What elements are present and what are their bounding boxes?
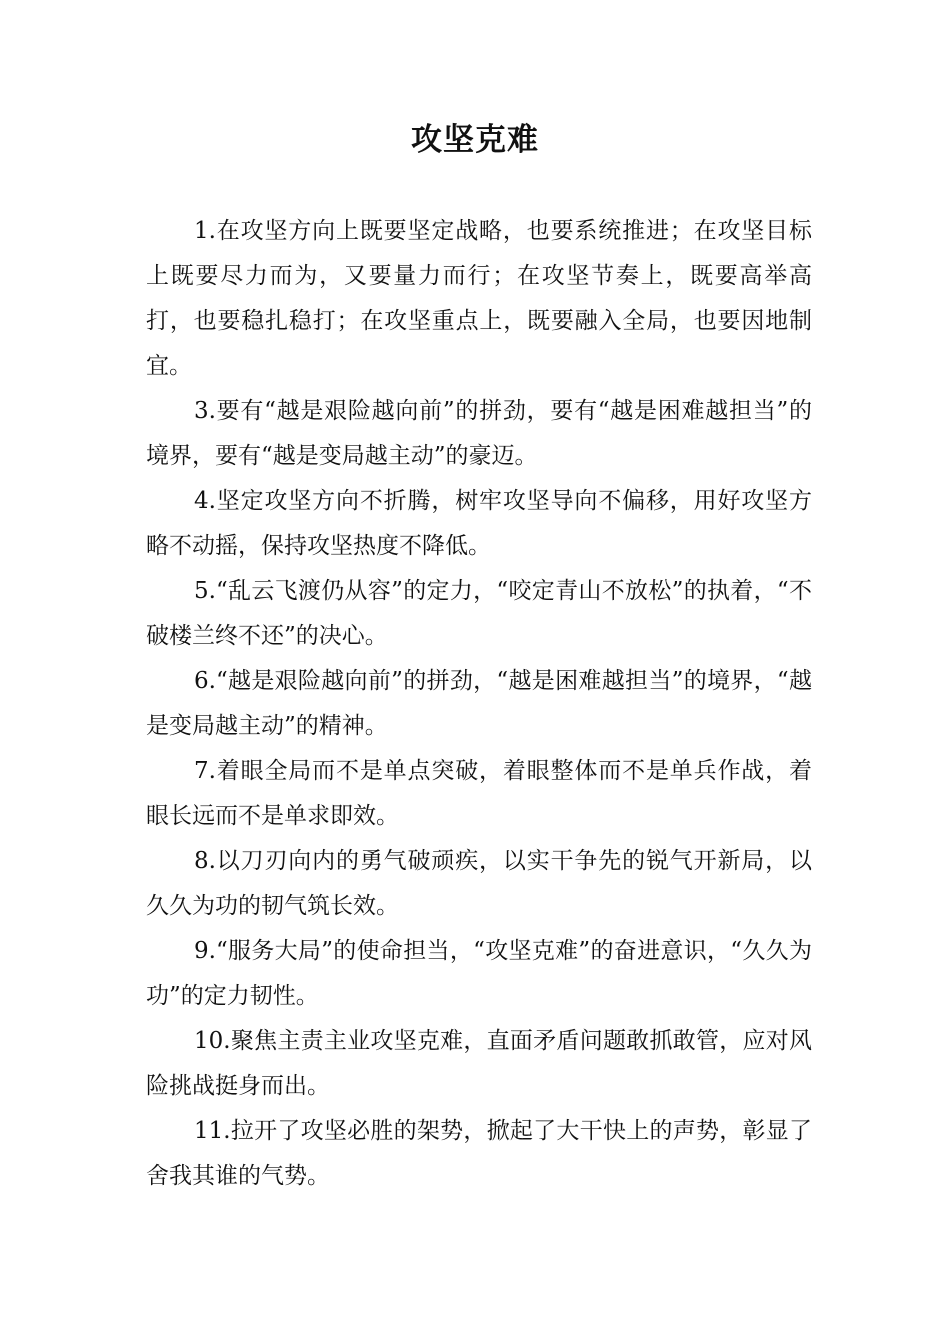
document-body [146, 209, 812, 1199]
paragraph-7: 7.着眼全局而不是单点突破，着眼整体而不是单兵作战，着眼长远而不是单求即效。 [146, 758, 812, 829]
paragraph-9: 9.“服务大局”的使命担当，“攻坚克难”的奋进意识，“久久为功”的定力韧性。 [146, 938, 812, 1009]
paragraph-5: 5.“乱云飞渡仍从容”的定力，“咬定青山不放松”的执着，“不破楼兰终不还”的决心。 [146, 578, 812, 649]
paragraph-1: 1.在攻坚方向上既要坚定战略，也要系统推进；在攻坚目标上既要尽力而为，又要量力而行；在攻坚节奏上，既要高举高打，也要稳扎稳打；在攻坚重点上，既要融入全局，也要因地制宜。 [146, 218, 812, 379]
paragraph-11: 11.拉开了攻坚必胜的架势，掀起了大干快上的声势，彰显了舍我其谁的气势。 [146, 1118, 812, 1189]
paragraph-8: 8.以刀刃向内的勇气破顽疾，以实干争先的锐气开新局，以久久为功的韧气筑长效。 [146, 848, 812, 919]
paragraph-10: 10.聚焦主责主业攻坚克难，直面矛盾问题敢抓敢管，应对风险挑战挺身而出。 [146, 1028, 812, 1099]
paragraph-6: 6.“越是艰险越向前”的拼劲，“越是困难越担当”的境界，“越是变局越主动”的精神。 [146, 668, 812, 739]
paragraph-3: 3.要有“越是艰险越向前”的拼劲，要有“越是困难越担当”的境界，要有“越是变局越主动”的豪迈。 [146, 398, 812, 469]
document-title: 攻坚克难 [411, 122, 539, 158]
paragraph-4: 4.坚定攻坚方向不折腾，树牢攻坚导向不偏移，用好攻坚方略不动摇，保持攻坚热度不降低。 [146, 488, 812, 559]
